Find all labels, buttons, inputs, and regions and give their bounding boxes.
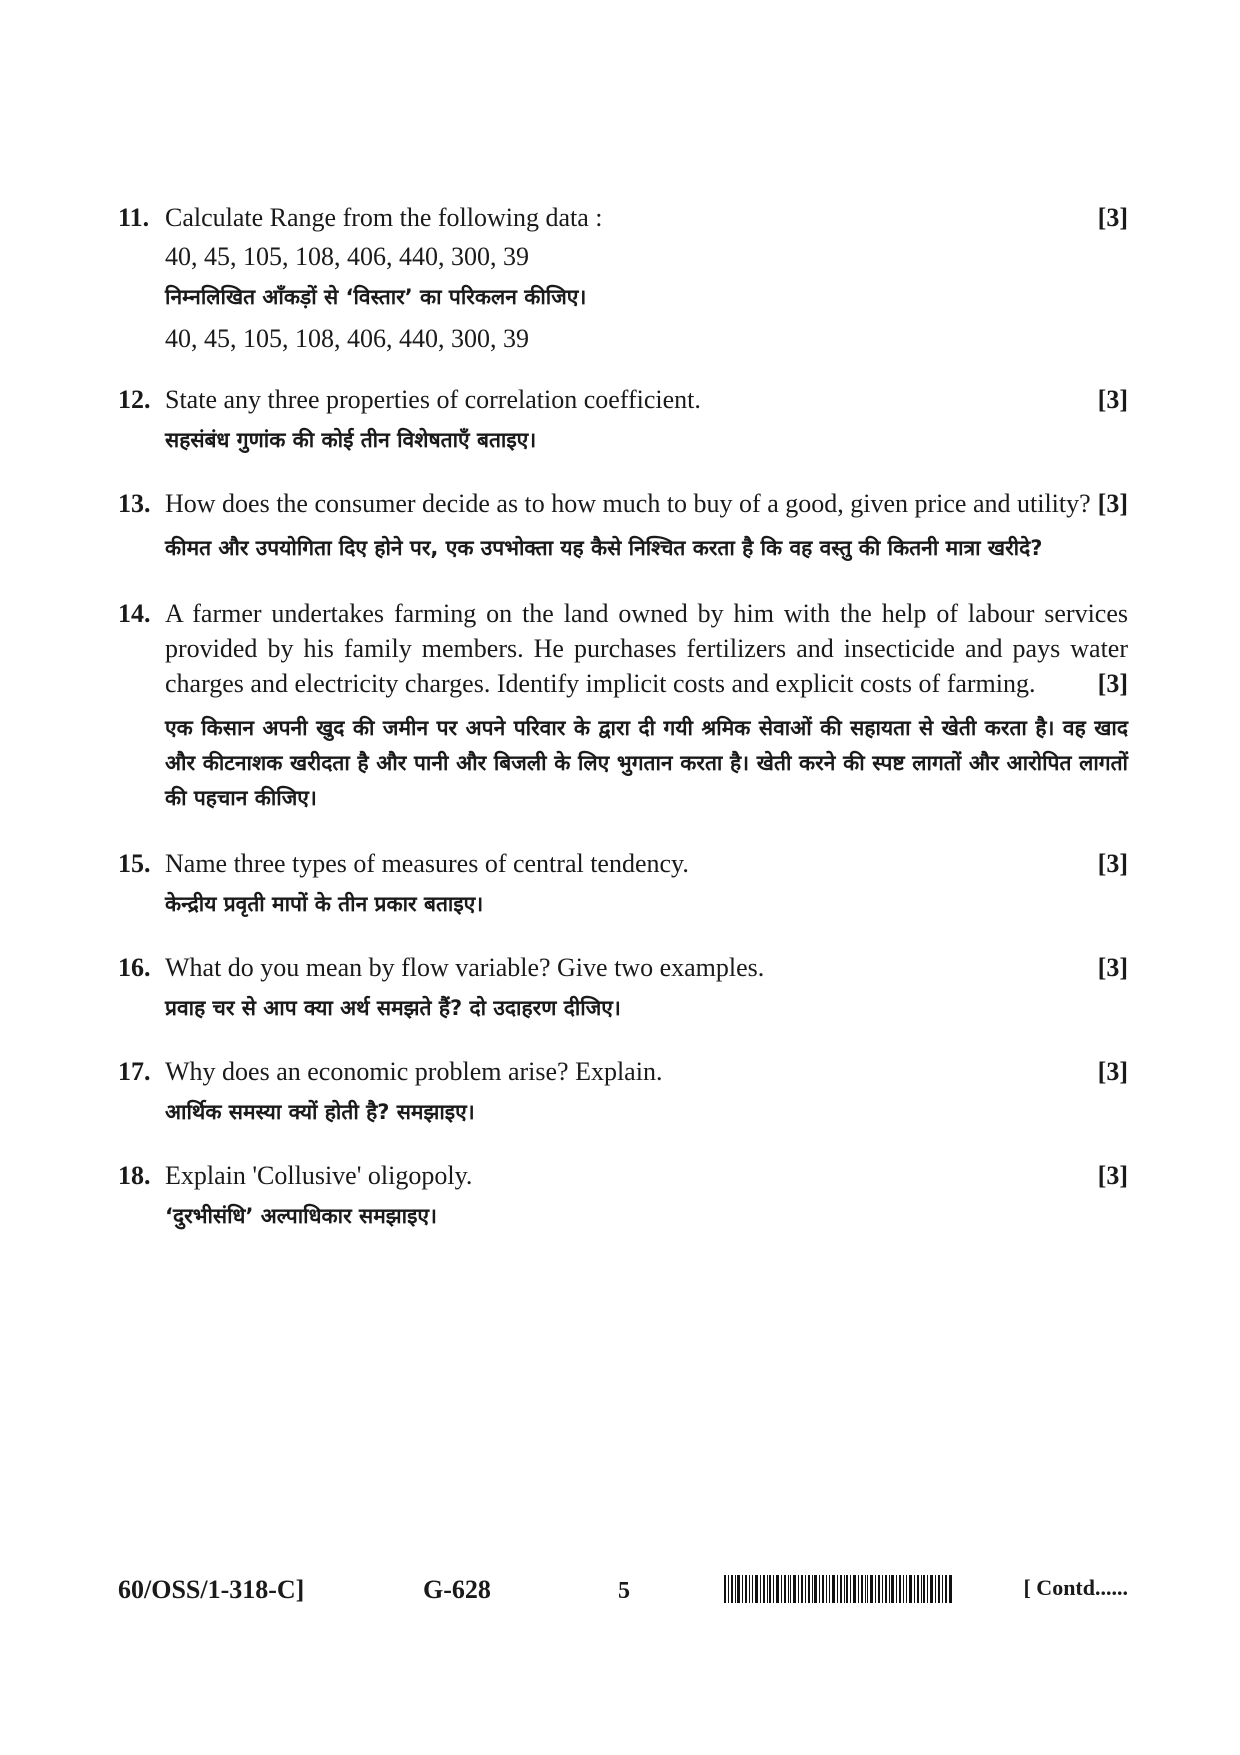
page-number: 5 xyxy=(618,1578,630,1604)
data-values-hindi: 40, 45, 105, 108, 406, 440, 300, 39 xyxy=(165,324,529,353)
marks: [3] xyxy=(1097,489,1128,518)
question-line xyxy=(118,486,1128,521)
question-text: Calculate Range from the following data : xyxy=(165,203,603,232)
hindi-text: आर्थिक समस्या क्यों होती है? समझाइए। xyxy=(165,1100,475,1124)
question-number: 13. xyxy=(118,489,151,518)
question-text: What do you mean by flow variable? Give two examples. xyxy=(165,953,765,982)
question-number: 15. xyxy=(118,849,151,878)
question-12 xyxy=(118,382,1128,458)
marks: [3] xyxy=(1097,953,1128,982)
question-number: 17. xyxy=(118,1057,151,1086)
question-line xyxy=(118,1054,1128,1089)
question-number: 14. xyxy=(118,599,151,628)
question-number: 16. xyxy=(118,953,151,982)
question-text: A farmer undertakes farming on the land owned by him with the help of labour services provided by his family members. He purchases fertilizers and insecticide and pays water charges and electricity charges. Identify implicit costs and explicit costs of farming. xyxy=(165,599,1128,698)
data-values: 40, 45, 105, 108, 406, 440, 300, 39 xyxy=(165,242,529,271)
question-text: Name three types of measures of central tendency. xyxy=(165,849,689,878)
question-line xyxy=(118,950,1128,985)
question-text: How does the consumer decide as to how much to buy of a good, given price and utility? xyxy=(165,489,1091,518)
series-code: G-628 xyxy=(423,1575,491,1604)
question-line xyxy=(118,382,1128,417)
hindi-text: ‘दुरभीसंधि’ अल्पाधिकार समझाइए। xyxy=(165,1204,437,1228)
question-number: 12. xyxy=(118,385,151,414)
paper-code: 60/OSS/1-318-C] xyxy=(118,1575,305,1604)
hindi-text: केन्द्रीय प्रवृती मापों के तीन प्रकार बताइए। xyxy=(165,892,484,916)
hindi-text: सहसंबंध गुणांक की कोई तीन विशेषताएँ बताइए। xyxy=(165,428,537,452)
marks: [3] xyxy=(1097,203,1128,232)
question-16 xyxy=(118,950,1128,1026)
marks: [3] xyxy=(1097,1057,1128,1086)
question-page xyxy=(118,200,1128,1234)
hindi-text: प्रवाह चर से आप क्या अर्थ समझते हैं? दो उदाहरण दीजिए। xyxy=(165,996,621,1020)
question-13 xyxy=(118,486,1128,566)
hindi-text: कीमत और उपयोगिता दिए होने पर, एक उपभोक्ता यह कैसे निश्चित करता है कि वह वस्तु की कितनी मात्रा खरीदे? xyxy=(165,536,1043,560)
marks: [3] xyxy=(1097,669,1128,698)
question-15 xyxy=(118,846,1128,922)
question-line xyxy=(118,1158,1128,1193)
question-18 xyxy=(118,1158,1128,1234)
question-number: 18. xyxy=(118,1161,151,1190)
question-11 xyxy=(118,200,1128,356)
question-text-wrap xyxy=(165,486,1128,521)
question-line xyxy=(118,596,1128,701)
question-line xyxy=(118,846,1128,881)
marks: [3] xyxy=(1097,1161,1128,1190)
hindi-text: एक किसान अपनी खुद की जमीन पर अपने परिवार के द्वारा दी गयी श्रमिक सेवाओं की सहायता से खेती करता है। वह खाद और कीटनाशक खरीदता है और पानी और बिजली के लिए भुगतान करता है। खेती करने की स्पष्ट लागतों और आरोपित लागतों की पहचान कीजिए। xyxy=(165,716,1128,810)
question-text-wrap xyxy=(165,596,1128,701)
question-number: 11. xyxy=(118,203,150,232)
question-17 xyxy=(118,1054,1128,1130)
question-text: State any three properties of correlation coefficient. xyxy=(165,385,701,414)
hindi-text: निम्नलिखित आँकड़ों से ‘विस्तार’ का परिकलन कीजिए। xyxy=(165,285,587,309)
continued-label: [ Contd...... xyxy=(1023,1575,1128,1600)
page-footer xyxy=(118,1575,1128,1615)
marks: [3] xyxy=(1097,385,1128,414)
question-text: Why does an economic problem arise? Explain. xyxy=(165,1057,663,1086)
barcode-icon xyxy=(724,1575,952,1603)
question-line xyxy=(118,200,1128,235)
question-text: Explain 'Collusive' oligopoly. xyxy=(165,1161,473,1190)
question-14 xyxy=(118,596,1128,816)
marks: [3] xyxy=(1097,849,1128,878)
